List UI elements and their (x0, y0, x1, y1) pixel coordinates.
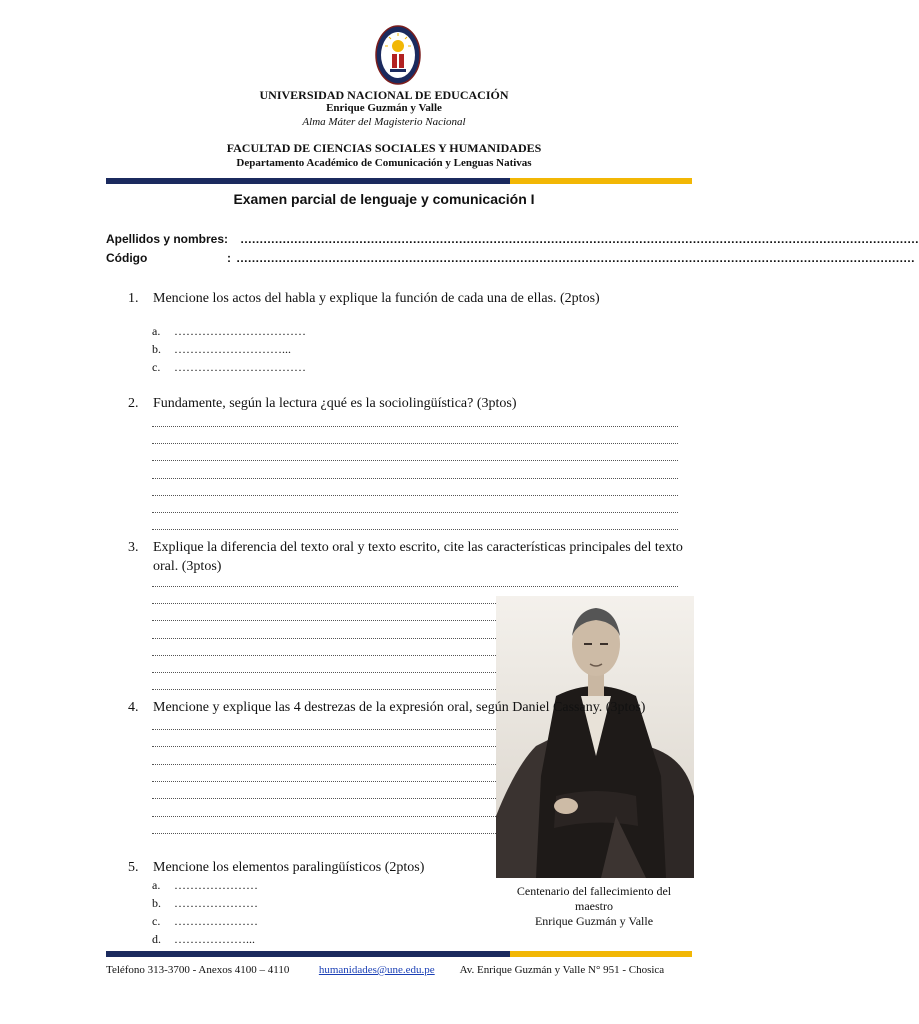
caption-line: Centenario del fallecimiento del (516, 884, 672, 898)
answer-dots: …………………………… (174, 360, 306, 374)
footer-email-link[interactable]: humanidades@une.edu.pe (318, 964, 435, 976)
q1-option-b[interactable] (152, 342, 291, 357)
answer-dots: ………………………... (174, 342, 291, 356)
department-name: Departamento Académico de Comunicación y Lenguas Nativas (236, 157, 532, 169)
footer-phone: Teléfono 313-3700 - Anexos 4100 – 4110 (106, 964, 290, 976)
q2-answer-line[interactable] (152, 442, 678, 444)
q5-option-b[interactable] (152, 896, 258, 911)
option-label: b. (152, 896, 161, 910)
q1-option-a[interactable] (152, 324, 306, 339)
option-label: a. (152, 878, 161, 892)
university-name: UNIVERSIDAD NACIONAL DE EDUCACIÓN (259, 88, 509, 102)
q2-answer-line[interactable] (152, 494, 678, 496)
option-label: c. (152, 360, 161, 374)
header-divider-bar (106, 178, 692, 184)
faculty-name: FACULTAD DE CIENCIAS SOCIALES Y HUMANIDADES (226, 141, 542, 155)
option-label: d. (152, 932, 161, 946)
q5-option-c[interactable] (152, 914, 258, 929)
question-text: Explique la diferencia del texto oral y texto escrito, cite las características principales del texto oral. (3ptos) (153, 540, 683, 574)
question-number: 2. (128, 396, 139, 411)
q5-option-d[interactable] (152, 932, 255, 947)
q1-option-c[interactable] (152, 360, 306, 375)
option-label: a. (152, 324, 161, 338)
q2-answer-line[interactable] (152, 511, 678, 513)
option-label: c. (152, 914, 161, 928)
portrait-photo (496, 596, 694, 878)
caption-line: Enrique Guzmán y Valle (534, 914, 654, 928)
answer-dots: ………………… (174, 914, 258, 928)
option-label: b. (152, 342, 161, 356)
code-label: Código (106, 251, 148, 265)
footer (106, 964, 664, 976)
question-number: 3. (128, 540, 139, 555)
q2-answer-line[interactable] (152, 425, 678, 427)
code-input-line[interactable]: …………………………………………………………………………………………………………………………………………………………… (236, 251, 915, 265)
question-text: Mencione y explique las 4 destrezas de la expresión oral, según Daniel Cassany. (3ptos) (153, 700, 646, 715)
code-colon: : (227, 251, 231, 265)
q2-answer-line[interactable] (152, 477, 678, 479)
university-motto: Alma Máter del Magisterio Nacional (302, 116, 466, 128)
question-number: 5. (128, 860, 139, 875)
answer-dots: ………………... (174, 932, 255, 946)
q5-option-a[interactable] (152, 878, 258, 893)
question-text: Fundamente, según la lectura ¿qué es la sociolingüística? (3ptos) (153, 396, 517, 411)
footer-address: Av. Enrique Guzmán y Valle N° 951 - Chosica (459, 964, 665, 976)
portrait-caption (494, 884, 694, 929)
university-seal-logo (374, 24, 422, 86)
answer-dots: ………………… (174, 878, 258, 892)
question-number: 1. (128, 291, 139, 306)
answer-dots: ………………… (174, 896, 258, 910)
question-text: Mencione los actos del habla y explique la función de cada una de ellas. (2ptos) (153, 291, 600, 306)
question-text: Mencione los elementos paralingüísticos (2ptos) (153, 860, 425, 875)
answer-dots: …………………………… (174, 324, 306, 338)
caption-line: maestro (575, 899, 613, 913)
university-namesake: Enrique Guzmán y Valle (326, 102, 442, 114)
footer-divider-bar (106, 951, 692, 957)
q2-answer-line[interactable] (152, 459, 678, 461)
question-number: 4. (128, 700, 139, 715)
q2-answer-line[interactable] (152, 528, 678, 530)
names-label: Apellidos y nombres: (106, 232, 229, 246)
names-input-line[interactable]: …………………………………………………………………………………………………………………………………………………………… (240, 232, 919, 246)
q3-answer-line[interactable] (152, 585, 678, 587)
exam-title: Examen parcial de lenguaje y comunicación I (233, 191, 535, 207)
